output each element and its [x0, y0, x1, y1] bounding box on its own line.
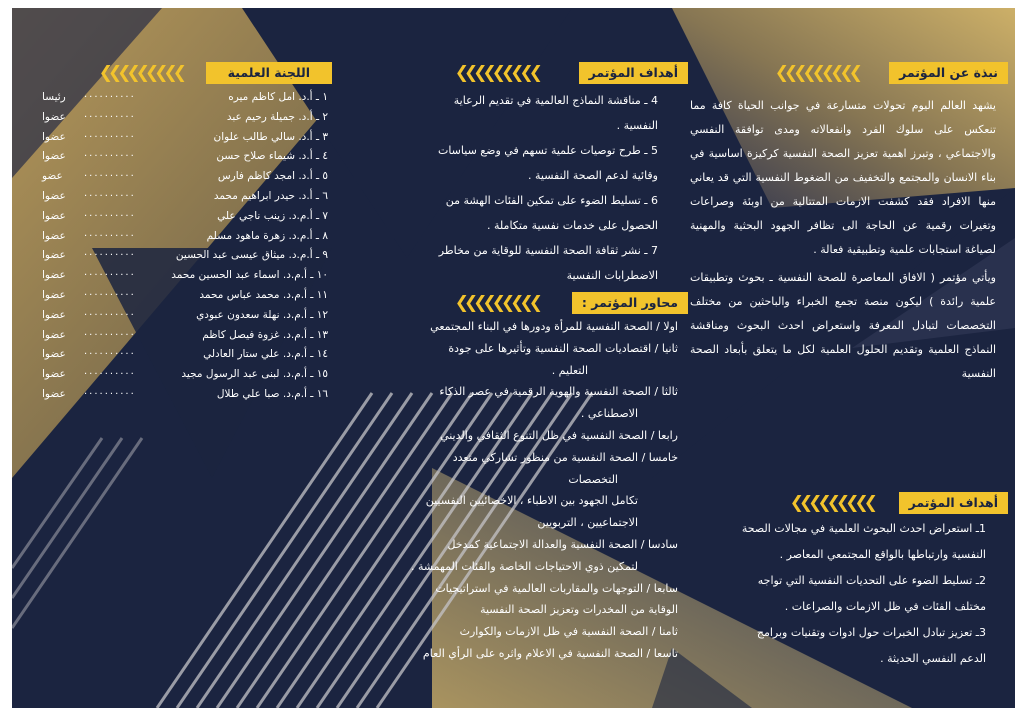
committee-member-row: [38, 345, 332, 365]
axes-title: محاور المؤتمر :: [572, 292, 688, 314]
committee-member-row: [38, 266, 332, 286]
dotted-leader: ..........: [84, 227, 136, 239]
committee-member-row: [38, 227, 332, 247]
member-name: ٥ ـ أ.د. امجد كاظم فارس: [217, 170, 328, 183]
axis-line: اولا / الصحة النفسية للمرأة ودورها في البناء المجتمعي: [430, 320, 678, 333]
member-name: ٦ ـ أ.د. حيدر ابراهيم محمد: [213, 189, 328, 202]
dotted-leader: ..........: [84, 108, 136, 120]
member-name: ٤ ـ أ.د. شيماء صلاح حسن: [216, 150, 328, 163]
axes-section-header: [360, 292, 688, 316]
dotted-leader: ..........: [84, 168, 136, 180]
member-role: رئيسا: [42, 91, 66, 103]
dotted-leader: ..........: [84, 326, 136, 338]
goals-a-title: أهداف المؤتمر: [899, 492, 1008, 514]
goal-line: النفسية .: [616, 119, 658, 132]
committee-member-row: [38, 167, 332, 187]
goal-line: الحصول على خدمات نفسية متكاملة .: [487, 219, 658, 232]
member-role: عضوا: [42, 387, 66, 400]
axes-list: [360, 316, 688, 665]
committee-member-row: [38, 147, 332, 167]
axis-line: سابعا / التوجهات والمقاربات العالمية في استراتيجيات: [435, 581, 678, 595]
goals-a-column: [688, 492, 1008, 672]
member-role: عضوا: [42, 110, 66, 123]
chevron-arrows-icon: ❮❮❮❮❮❮❮❮❮: [774, 63, 858, 83]
axis-line: خامسا / الصحة النفسية من منظور تشاركي متعدد: [452, 450, 678, 464]
member-role: عضو: [42, 170, 63, 183]
goals-b-title: أهداف المؤتمر: [579, 62, 688, 84]
axis-line: التعليم .: [551, 363, 588, 377]
about-paragraph-1: يشهد العالم اليوم تحولات متسارعة في جوانب الحياة كافة مما تنعكس على سلوك الفرد وانفعالاته ومدى توافقة النفسي والاجتماعي ، وتبرز اهمية تعزيز الصحة النفسية كركيزة اساسية في بناء الانسان والمجتمع والتخفيف من الضغوط النفسية التي قد يعاني منها الافراد فقد كشفت الازمات المتتالية من اوبئة وصراعات وتغيرات رقمية عن الحاجة الى تظافر الجهود البحثية والمهنية لصياغة استجابات علمية وتطبيقية فعالة .: [690, 99, 996, 256]
committee-member-row: [38, 365, 332, 385]
dotted-leader: ..........: [84, 148, 136, 160]
committee-member-row: [38, 187, 332, 207]
dotted-leader: ..........: [84, 128, 136, 140]
axis-line: ثامنا / الصحة النفسية في ظل الازمات والكوارث: [459, 625, 678, 639]
goal-line: 5 ـ طرح توصيات علمية تسهم في وضع سياسات: [437, 144, 658, 157]
member-name: ١٥ ـ أ.م.د. لبنى عبد الرسول مجيد: [181, 368, 328, 381]
member-role: عضوا: [42, 209, 66, 222]
member-role: عضوا: [42, 288, 66, 301]
member-name: ١١ ـ أ.م.د. محمد عباس محمد: [199, 288, 328, 301]
axis-line: تكامل الجهود بين الاطباء ، الاخصائيين النفسيين: [425, 494, 638, 508]
committee-member-row: [38, 286, 332, 306]
member-name: ٧ ـ أ.م.د. زينب ناجي علي: [217, 209, 328, 222]
axis-line: سادسا / الصحة النفسية والعدالة الاجتماعية كمدخل: [447, 537, 678, 551]
dotted-leader: ..........: [84, 89, 136, 100]
member-role: عضوا: [42, 130, 66, 143]
goal-line: 4 ـ مناقشة النماذج العالمية في تقديم الرعاية: [453, 94, 658, 107]
goals-b-section-header: [360, 62, 688, 86]
committee-member-row: [38, 128, 332, 148]
goal-line: الدعم النفسي الحديثة .: [880, 652, 986, 665]
goals-b-column: [360, 62, 688, 288]
axes-column: [360, 292, 688, 665]
about-column: [688, 62, 1008, 386]
axis-line: الاصطناعي .: [580, 407, 638, 421]
axis-line: الاجتماعيين ، التربويين: [537, 516, 638, 530]
goal-line: مختلف الفئات في ظل الازمات والصراعات .: [784, 600, 986, 613]
axis-line: التخصصات: [568, 472, 618, 486]
committee-member-row: [38, 108, 332, 128]
goal-line: وقائية لدعم الصحة النفسية .: [528, 169, 658, 182]
member-name: ١٠ ـ أ.م.د. اسماء عبد الحسين محمد: [171, 269, 328, 282]
axis-line: رابعا / الصحة النفسية في ظل التنوع الثقافي والديني: [440, 428, 678, 442]
member-name: ٣ ـ أ.د. سالي طالب علوان: [213, 130, 328, 143]
committee-column: [38, 62, 332, 402]
about-title: نبذة عن المؤتمر: [889, 62, 1008, 84]
dotted-leader: ..........: [84, 187, 136, 199]
dotted-leader: ..........: [84, 207, 136, 219]
goal-line: 2ـ تسليط الضوء على التحديات النفسية التي تواجه: [757, 574, 986, 587]
committee-member-row: [38, 306, 332, 326]
dotted-leader: ..........: [84, 306, 136, 318]
committee-member-row: [38, 326, 332, 346]
goal-line: النفسية وارتباطها بالواقع المجتمعي المعاصر .: [779, 548, 986, 561]
committee-member-row: [38, 385, 332, 405]
member-role: عضوا: [42, 328, 66, 341]
member-role: عضوا: [42, 229, 66, 242]
committee-title: اللجنة العلمية: [206, 62, 332, 84]
committee-member-row: [38, 88, 332, 108]
committee-member-row: [38, 246, 332, 266]
member-role: عضوا: [42, 308, 66, 321]
member-name: ١٦ ـ أ.م.د. صبا علي طلال: [216, 387, 328, 400]
member-name: ١ ـ أ.د. امل كاظم ميره: [228, 91, 328, 103]
chevron-arrows-icon: ❮❮❮❮❮❮❮❮❮: [454, 63, 538, 83]
goal-line: 7 ـ نشر ثقافة الصحة النفسية للوقاية من مخاطر: [438, 244, 658, 257]
axis-line: الوقاية من المخدرات وتعزيز الصحة النفسية: [480, 603, 678, 617]
member-role: عضوا: [42, 150, 66, 163]
member-name: ٢ ـ أ.د. جميلة رحيم عبد: [226, 110, 328, 123]
axis-line: ثالثا / الصحة النفسية والهوية الرقمية في عصر الذكاء: [439, 385, 678, 399]
axis-line: ثانيا / اقتصاديات الصحة النفسية وتأثيرها على جودة: [448, 341, 678, 355]
member-name: ٨ ـ أ.م.د. زهرة ماهود مسلم: [206, 229, 328, 242]
member-role: عضوا: [42, 269, 66, 282]
about-text: [688, 94, 1008, 386]
axis-line: تاسعا / الصحة النفسية في الاعلام واثره على الرأي العام: [422, 646, 678, 660]
dotted-leader: ..........: [84, 286, 136, 298]
dotted-leader: ..........: [84, 247, 136, 259]
chevron-arrows-icon: ❮❮❮❮❮❮❮❮❮: [98, 63, 182, 83]
axis-line: لتمكين ذوي الاحتياجات الخاصة والفئات المهمشة .: [410, 559, 638, 573]
goals-b-list: [360, 88, 688, 288]
goal-line: 6 ـ تسليط الضوء على تمكين الفئات الهشة من: [445, 194, 658, 207]
member-name: ١٢ ـ أ.م.د. نهلة سعدون عبودي: [196, 308, 328, 321]
about-section-header: [688, 62, 1008, 86]
member-role: عضوا: [42, 348, 66, 361]
goals-a-list: [688, 516, 1008, 672]
goal-line: الاضطرابات النفسية: [566, 269, 658, 282]
member-role: عضوا: [42, 189, 66, 202]
committee-members: [38, 88, 332, 405]
member-role: عضوا: [42, 249, 66, 262]
about-paragraph-2: ويأتي مؤتمر ( الافاق المعاصرة للصحة النفسية ـ بحوث وتطبيقات علمية رائدة ) ليكون منصة تجمع الخبراء والباحثين من مختلف التخصصات لتبادل المعرفة واستعراض احدث البحوث ومناقشة النماذج العلمية وتقديم الحلول العلمية لكل ما يتعلق بأبعاد الصحة النفسية: [690, 271, 996, 380]
committee-member-row: [38, 207, 332, 227]
goals-a-section-header: [688, 492, 1008, 516]
committee-section-header: [38, 62, 332, 86]
dotted-leader: ..........: [84, 366, 136, 378]
chevron-arrows-icon: ❮❮❮❮❮❮❮❮❮: [789, 493, 873, 513]
member-role: عضوا: [42, 368, 66, 381]
dotted-leader: ..........: [84, 267, 136, 279]
dotted-leader: ..........: [84, 385, 136, 397]
chevron-arrows-icon: ❮❮❮❮❮❮❮❮❮: [454, 293, 538, 313]
member-name: ١٣ ـ أ.م.د. غزوة فيصل كاظم: [202, 328, 328, 341]
goal-line: 3ـ تعزيز تبادل الخبرات حول ادوات وتقنيات وبرامج: [756, 626, 986, 639]
member-name: ٩ ـ أ.م.د. ميثاق عيسى عبد الحسين: [175, 249, 328, 262]
member-name: ١٤ ـ أ.م.د. علي ستار العادلي: [203, 348, 328, 361]
goal-line: 1ـ استعراض احدث البحوث العلمية في مجالات الصحة: [741, 522, 986, 535]
dotted-leader: ..........: [84, 346, 136, 358]
